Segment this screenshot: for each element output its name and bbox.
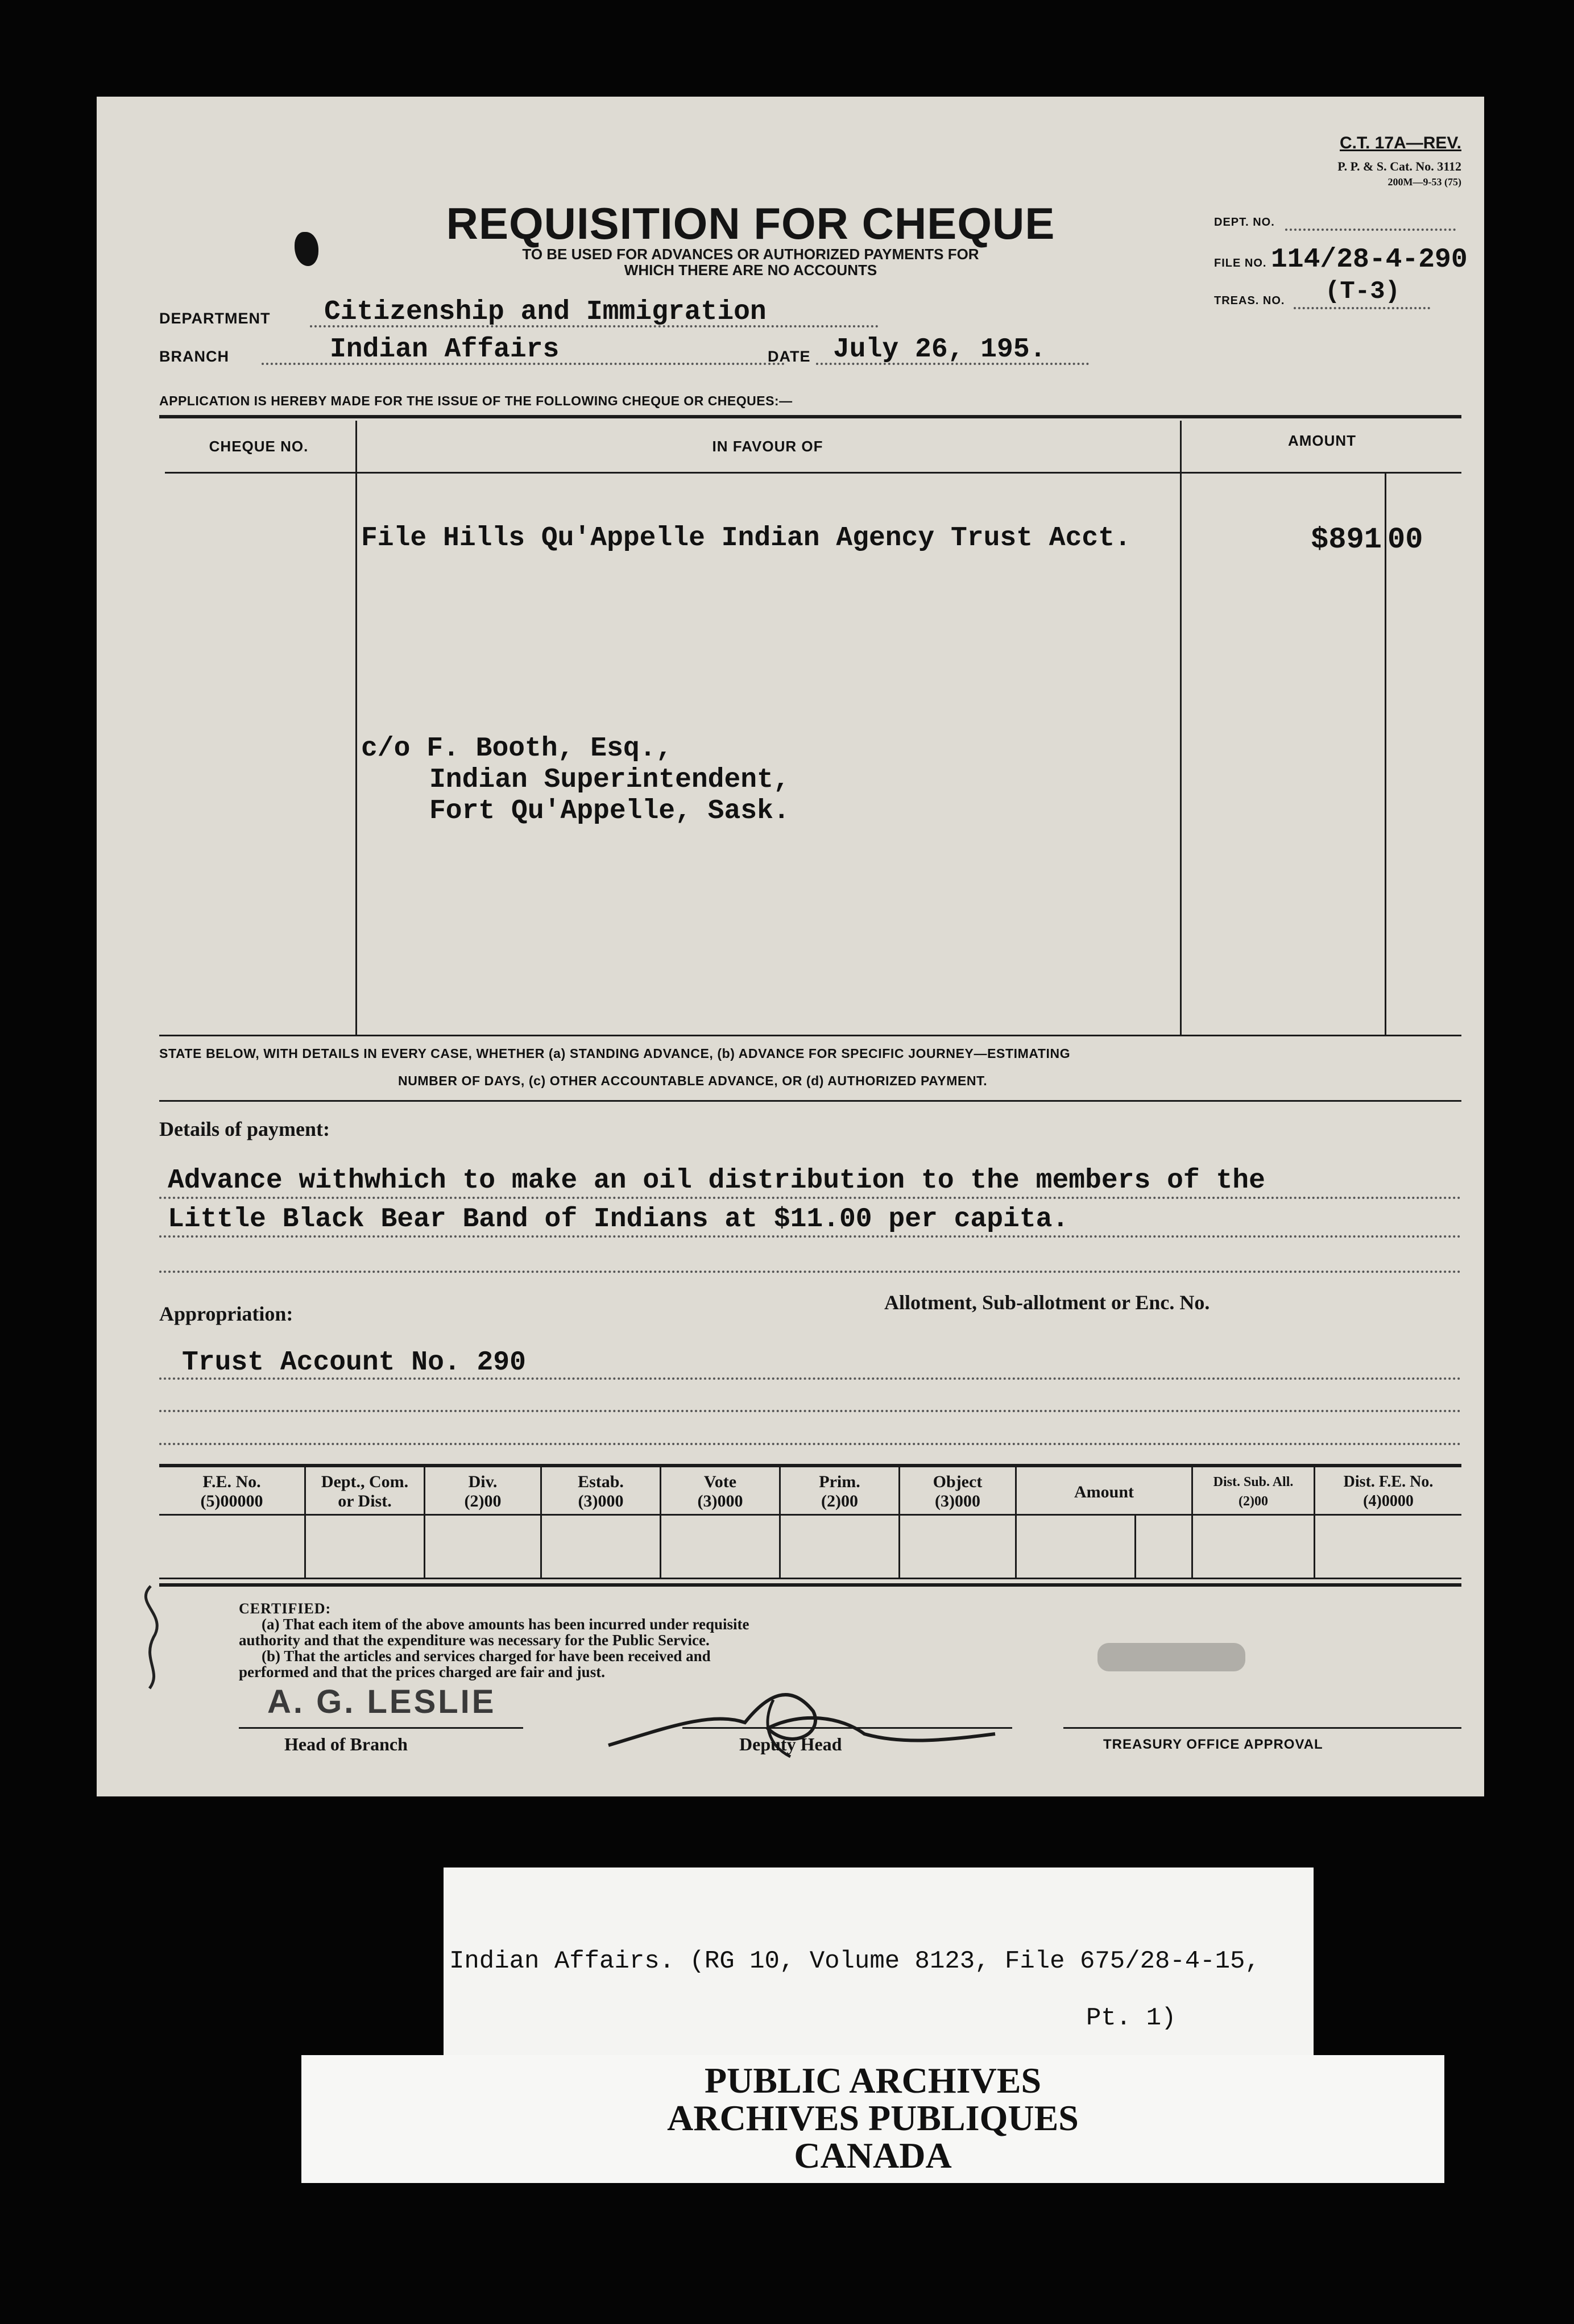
amount-cents: 00 (1387, 523, 1423, 557)
treas-no-value: (T-3) (1325, 277, 1401, 306)
deputy-head-line (682, 1727, 1012, 1729)
appropriation-value: Trust Account No. 290 (182, 1347, 526, 1378)
form-subtitle-line1: TO BE USED FOR ADVANCES OR AUTHORIZED PAYMENTS FOR (522, 246, 979, 263)
details-dotted-rule-2 (159, 1235, 1461, 1238)
date-label: DATE (768, 348, 811, 365)
head-of-branch-label: Head of Branch (284, 1734, 408, 1754)
instructions-rule (159, 1100, 1461, 1102)
archives-line-2: ARCHIVES PUBLIQUES (667, 2098, 1079, 2138)
instructions-line1: STATE BELOW, WITH DETAILS IN EVERY CASE, WHETHER (a) STANDING ADVANCE, (b) ADVANCE FOR SPECIFIC JOURNEY—ESTIMATING (159, 1046, 1071, 1061)
care-of-line-3: Fort Qu'Appelle, Sask. (429, 796, 790, 827)
col-dept-com: Dept., Com. or Dist. (321, 1472, 409, 1510)
appropriation-dotted-rule-2 (159, 1410, 1461, 1412)
requisition-form (97, 97, 1484, 1796)
col-estab: Estab. (3)000 (578, 1472, 624, 1510)
care-of-line-1: c/o F. Booth, Esq., (361, 733, 673, 764)
treas-no-label: TREAS. NO. (1214, 294, 1285, 307)
coding-table-header-rule (159, 1514, 1461, 1516)
appropriation-dotted-rule-1 (159, 1377, 1461, 1380)
caption-line-2: Pt. 1) (1086, 2004, 1177, 2032)
col-vote: Vote (3)000 (697, 1472, 743, 1510)
col-dist-fe-no: Dist. F.E. No. (4)0000 (1343, 1473, 1434, 1510)
application-text: APPLICATION IS HEREBY MADE FOR THE ISSUE OF THE FOLLOWING CHEQUE OR CHEQUES:— (159, 393, 793, 408)
col-dist-sub-all: Dist. Sub. All. (2)00 (1213, 1475, 1294, 1509)
ink-blot (295, 232, 318, 266)
department-value: Citizenship and Immigration (324, 297, 767, 327)
date-value: July 26, 195. (833, 334, 1046, 365)
file-no-value: 114/28-4-290 (1271, 244, 1468, 275)
certified-heading: CERTIFIED: (239, 1600, 332, 1617)
appropriation-dotted-rule-3 (159, 1443, 1461, 1445)
details-dotted-rule-3 (159, 1271, 1461, 1273)
details-label: Details of payment: (159, 1118, 330, 1140)
form-title: REQUISITION FOR CHEQUE (446, 198, 1055, 248)
print-code: 200M—9-53 (75) (1387, 176, 1461, 188)
branch-value: Indian Affairs (330, 334, 560, 365)
payee-name: File Hills Qu'Appelle Indian Agency Trust Acct. (361, 523, 1131, 554)
col-prim: Prim. (2)00 (819, 1472, 860, 1510)
cheque-table-divider-2 (1180, 421, 1182, 1035)
instructions-line2: NUMBER OF DAYS, (c) OTHER ACCOUNTABLE ADVANCE, OR (d) AUTHORIZED PAYMENT. (398, 1073, 988, 1088)
archives-line-3: CANADA (794, 2135, 952, 2176)
archives-line-1: PUBLIC ARCHIVES (704, 2060, 1042, 2101)
care-of-line-2: Indian Superintendent, (429, 765, 790, 795)
branch-label: BRANCH (159, 348, 229, 365)
handwritten-mark (128, 1580, 173, 1694)
form-code: C.T. 17A—REV. (1340, 134, 1461, 152)
treas-no-line (1294, 307, 1430, 309)
stamp-name: A. G. LESLIE (267, 1683, 496, 1720)
form-subtitle-line2: WHICH THERE ARE NO ACCOUNTS (624, 262, 877, 279)
col-amount: Amount (1074, 1483, 1134, 1501)
in-favour-of-header: IN FAVOUR OF (712, 438, 823, 455)
cheque-no-header: CHEQUE NO. (209, 438, 309, 455)
cheque-table-header-rule (165, 472, 1461, 474)
allotment-label: Allotment, Sub-allotment or Enc. No. (884, 1291, 1210, 1314)
cheque-table-top-rule (159, 415, 1461, 418)
certified-clause-b1: (b) That the articles and services charged for have been received and (262, 1647, 711, 1665)
cheque-table-divider-1 (355, 421, 357, 1035)
certified-clause-a2: authority and that the expenditure was necessary for the Public Service. (239, 1632, 710, 1649)
coding-table-top-rule (159, 1464, 1461, 1467)
details-dotted-rule-1 (159, 1197, 1461, 1199)
col-fe-no: F.E. No. (5)00000 (200, 1472, 263, 1510)
coding-table-lower-rule (159, 1583, 1461, 1587)
dept-no-label: DEPT. NO. (1214, 216, 1275, 229)
coding-table-bottom-rule (159, 1578, 1461, 1579)
amount-dollars: $891 (1311, 523, 1382, 557)
amount-header: AMOUNT (1287, 432, 1357, 449)
col-div: Div. (2)00 (464, 1472, 502, 1510)
cheque-table-bottom-rule (159, 1035, 1461, 1036)
coding-amount-cents-divider (1134, 1514, 1136, 1578)
catalogue-number: P. P. & S. Cat. No. 3112 (1337, 159, 1461, 173)
dept-no-line (1285, 229, 1456, 231)
treasury-approval-line (1063, 1727, 1461, 1729)
cents-divider (1385, 472, 1386, 1035)
details-line-2: Little Black Bear Band of Indians at $11.00 per capita. (168, 1204, 1069, 1235)
department-label: DEPARTMENT (159, 310, 271, 327)
appropriation-label: Appropriation: (159, 1302, 293, 1325)
head-of-branch-line (239, 1727, 523, 1729)
treasury-approval-label: TREASURY OFFICE APPROVAL (1103, 1737, 1323, 1752)
certified-clause-b2: performed and that the prices charged are fair and just. (239, 1663, 605, 1680)
deputy-head-label: Deputy Head (739, 1734, 842, 1754)
file-no-label: FILE NO. (1214, 257, 1267, 269)
film-border-left (0, 0, 40, 1711)
caption-line-1: Indian Affairs. (RG 10, Volume 8123, File 675/28-4-15, (449, 1947, 1260, 1976)
details-line-1: Advance withwhich to make an oil distribution to the members of the (168, 1165, 1265, 1196)
certified-clause-a1: (a) That each item of the above amounts has been incurred under requisite (262, 1616, 749, 1633)
col-object: Object (3)000 (933, 1472, 983, 1510)
faint-treasury-stamp (1097, 1643, 1245, 1671)
archives-label-card (301, 2055, 1444, 2183)
